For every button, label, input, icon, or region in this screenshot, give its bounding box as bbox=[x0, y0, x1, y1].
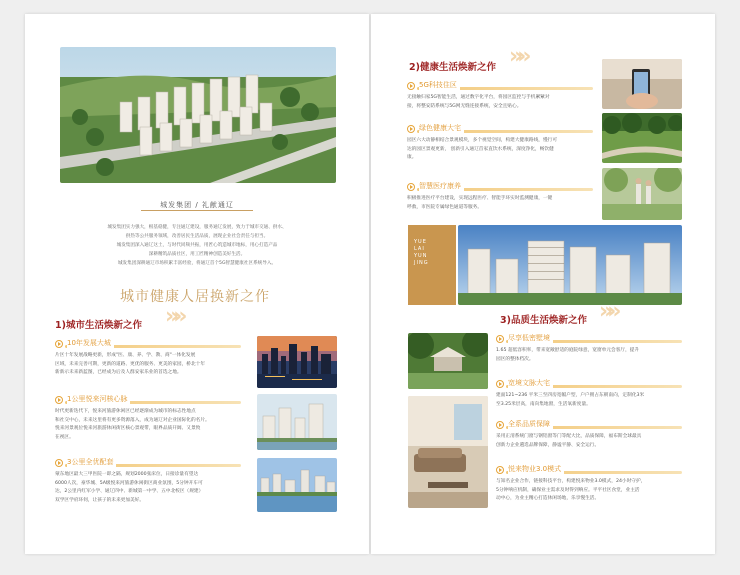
chevron-decoration-icon: »» bbox=[509, 44, 526, 69]
subheading-quality-assurance: 全系品质保障 bbox=[496, 420, 682, 430]
arrow-circle-icon bbox=[407, 125, 415, 133]
city-night-photo bbox=[257, 336, 337, 388]
waterfront-skyline-photo bbox=[257, 458, 337, 512]
hero-aerial-image bbox=[60, 47, 336, 183]
arrow-circle-icon bbox=[407, 183, 415, 191]
left-page bbox=[25, 14, 369, 554]
item-body-amenities: 蒙东地区最大三甲医院一即之隔，规划2000张床位，日接诊量有望达 6000人次，豪华城、5A级悦来河旅游休闲街区商业氛围，5分钟开车可 达，2公里内红军小学、通辽四中、新城第一中学、五中北校区（规建） 双学区学府环伺，让孩子的未来更加美好。 bbox=[55, 472, 204, 503]
item-body-10-year: 片区十年发展战略更新，形成"医、康、养、学、教、商"一体化发展 区域，未来完善可期，更新的道路、更优的服务、更美的家园，桥北十年 新新示未来新蓝图，已经成为后及人群安家乐业的首选之地。 bbox=[55, 353, 206, 376]
arrow-circle-icon bbox=[496, 421, 504, 429]
intro-line: 深耕精筑品质社区，用工匠精神创造美好生活。 bbox=[148, 252, 246, 257]
arrow-circle-icon bbox=[496, 466, 504, 474]
elderly-couple-walk-photo bbox=[602, 168, 682, 220]
intro-paragraph bbox=[87, 223, 307, 268]
item-body-property-service: 与知名企业合作，链接科技平台，构建悦来物业3.0模式，24小时守护， 5分钟响应机制，确保业主需求及时得到响应。平平社区食堂，业主活 动中心，为业主精心打造休闲场地，乐享慢生活。 bbox=[496, 479, 646, 502]
item-body-green: 园区六大动静相结合景观模块，多个视觉空间，构建大健康路线，慢行可 达的园区景观更新， 创新引入通辽首家直饮水系统，深度净化，畅饮健 康。 bbox=[407, 138, 558, 161]
intro-line: 城发集团实力强大，根基稳健，专注通辽建设，服务通辽发展，致力于城市交通、供水、 bbox=[107, 225, 287, 230]
subheading-property-service: 悦来物业3.0模式 bbox=[496, 465, 682, 475]
subheading-green: 绿色健康大宅 bbox=[407, 124, 593, 134]
subheading-amenities: 3公里全优配套 bbox=[55, 458, 241, 468]
arrow-circle-icon bbox=[55, 396, 63, 404]
intro-line: 城发集团深入通辽这土，与时代同频共振，用匠心筑造城市地标，用心打造产品 bbox=[116, 243, 278, 248]
item-body-medical: 积极推进医疗平台建设，实现远程医疗、智能手环实时监测健康，一键 呼救，市医院专属绿色通道等服务。 bbox=[407, 196, 553, 210]
subheading-low-density: 尽享低密墅境 bbox=[496, 334, 682, 344]
garden-pavilion-photo bbox=[408, 333, 488, 389]
smartphone-hand-photo bbox=[602, 59, 682, 109]
garden-park-photo bbox=[602, 113, 682, 163]
arrow-circle-icon bbox=[55, 459, 63, 467]
right-page bbox=[371, 14, 715, 554]
subheading-spacious: 宽境文脉大宅 bbox=[496, 379, 682, 389]
section-title-urban: 1)城市生活焕新之作 bbox=[55, 320, 142, 331]
riverside-towers-photo bbox=[257, 394, 337, 450]
brand-tagline: 城发集团 / 礼献通辽 bbox=[160, 201, 234, 209]
arrow-circle-icon bbox=[496, 380, 504, 388]
subheading-10-year: 10年发展大城 bbox=[55, 339, 241, 349]
arrow-circle-icon bbox=[407, 82, 415, 90]
arrow-circle-icon bbox=[496, 335, 504, 343]
section-title-quality: 3)品质生活焕新之作 bbox=[500, 315, 587, 326]
project-name-badge: YUE LAI YUN JING bbox=[408, 225, 456, 305]
living-room-interior-photo bbox=[408, 396, 488, 508]
subheading-5g: 5G科技住区 bbox=[407, 81, 593, 91]
chevron-decoration-icon: »» bbox=[165, 304, 182, 329]
item-body-low-density: 1.65 超低容积率，带来宽敞舒适的庭院绿意，宽窗单元会客厅，提升 园区的整体档次。 bbox=[496, 348, 640, 362]
section-title-health: 2)健康生活焕新之作 bbox=[409, 62, 496, 73]
arrow-circle-icon bbox=[55, 340, 63, 348]
tagline-divider bbox=[141, 210, 253, 211]
subheading-river: 1公里悦来河核心脉 bbox=[55, 395, 241, 405]
subheading-medical: 智慧医疗康养 bbox=[407, 182, 593, 192]
item-body-spacious: 建面121~236 平米三至四房宽幅户型，户户拥占东朝南向，定制化3米 至3.25米层高，南向集地窗，生活氧新度量。 bbox=[496, 393, 645, 407]
intro-line: 城发集团深耕通辽市场积累丰富经验，将通辽首个5G智慧健康社区系统导入。 bbox=[117, 261, 277, 266]
chevron-decoration-icon: »» bbox=[599, 299, 616, 324]
item-body-5g: 无接触归家5G智能生活，通过数字化平台，将园区监控与手机紧紧对 接，将整安防系统与5G网无缝连接系统，安全且贴心。 bbox=[407, 95, 550, 109]
intro-line: 供热等公共服务领域，改善居民生活品质，展现企业社会责任与担当。 bbox=[125, 234, 269, 239]
main-title: 城市健康人居换新之作 bbox=[120, 289, 270, 305]
residential-towers-banner-photo bbox=[458, 225, 682, 305]
item-body-quality-assurance: 采用正清系统门窗与钢铝窗等门等配大比，品质保障，福布斯全球最具 创新力企业遴选品牌保障，静谧平静、安全运行。 bbox=[496, 434, 642, 448]
item-body-river: 时代更新迭代下，悦来河旅游休闲区已经逐渐成为城市的标志性地点 和社交中心，未来这里将有更多资源落入，成为通辽对企业国际化的名片。 悦来河景观位悦来河旅游休闲街区核心景观带，眼界品质开阔、又景致 在视区。 bbox=[55, 409, 210, 440]
